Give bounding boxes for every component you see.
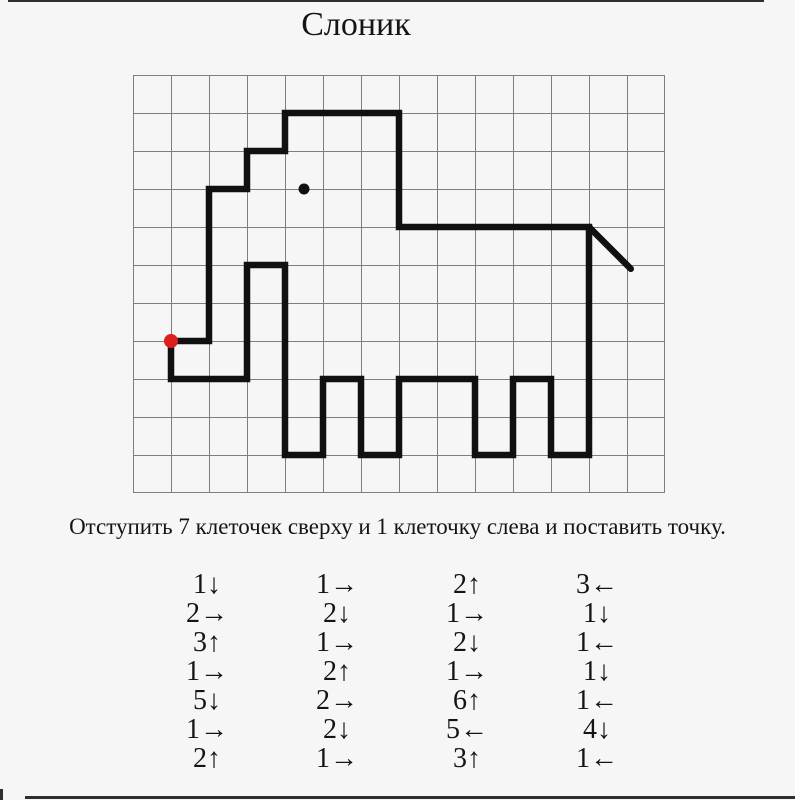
- dictation-step-column-4: [532, 570, 662, 773]
- dictation-step: 3↑: [193, 627, 221, 658]
- dictation-step: 1←: [576, 743, 618, 774]
- dictation-step: 2↑: [323, 656, 351, 687]
- dictation-step-column-2: [272, 570, 402, 773]
- dictation-step: 1←: [576, 685, 618, 716]
- dictation-step: 2→: [316, 685, 358, 716]
- dictation-step: 6↑: [453, 685, 481, 716]
- dictation-step: 2↓: [453, 627, 481, 658]
- dictation-step: 4↓: [583, 714, 611, 745]
- dictation-step: 2↑: [453, 569, 481, 600]
- dictation-step: 1↓: [583, 656, 611, 687]
- dictation-step: 1→: [186, 656, 228, 687]
- dictation-step: 1↓: [583, 598, 611, 629]
- elephant-drawing: [133, 75, 665, 493]
- elephant-outline: [171, 113, 589, 455]
- elephant-tail: [589, 227, 631, 269]
- start-instruction: Отступить 7 клеточек сверху и 1 клеточку слева и поставить точку.: [69, 514, 726, 539]
- start-point-dot: [164, 334, 178, 348]
- scan-artifact-bottom-line: [25, 796, 795, 799]
- dictation-step: 3←: [576, 569, 618, 600]
- dictation-step: 1←: [576, 627, 618, 658]
- dictation-step: 5←: [446, 714, 488, 745]
- dictation-step: 2↑: [193, 743, 221, 774]
- dictation-steps-table: [142, 570, 662, 773]
- dictation-step: 5↓: [193, 685, 221, 716]
- dictation-step: 1→: [446, 656, 488, 687]
- dictation-step: 2↓: [323, 714, 351, 745]
- scan-artifact-top-line: [8, 0, 764, 2]
- elephant-eye: [299, 184, 310, 195]
- dictation-step: 1↓: [193, 569, 221, 600]
- dictation-step: 1→: [316, 743, 358, 774]
- dictation-step: 1→: [446, 598, 488, 629]
- worksheet-title: Слоник: [301, 6, 411, 43]
- dictation-step: 2→: [186, 598, 228, 629]
- dictation-step-column-3: [402, 570, 532, 773]
- dictation-step: 2↓: [323, 598, 351, 629]
- graphic-dictation-grid: [133, 75, 665, 493]
- scan-artifact-corner: [0, 789, 3, 800]
- dictation-step: 1→: [316, 627, 358, 658]
- dictation-step: 1→: [316, 569, 358, 600]
- dictation-step-column-1: [142, 570, 272, 773]
- dictation-step: 1→: [186, 714, 228, 745]
- dictation-step: 3↑: [453, 743, 481, 774]
